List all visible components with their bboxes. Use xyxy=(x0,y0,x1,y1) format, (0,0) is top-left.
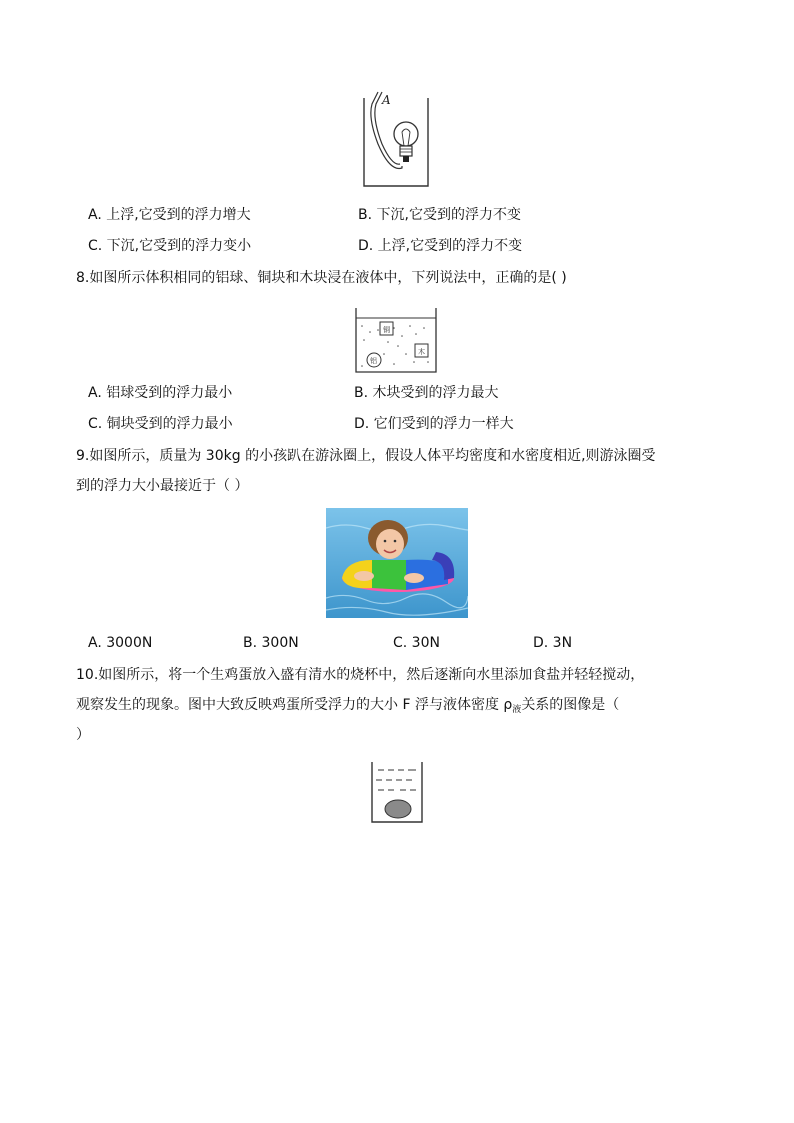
q10-stem-line1: 10.如图所示，将一个生鸡蛋放入盛有清水的烧杯中，然后逐渐向水里添加食盐并轻轻搅动， xyxy=(76,667,645,683)
q10-stem-text-b: 关系的图像是（ xyxy=(521,697,620,713)
figure-blocks-in-liquid xyxy=(354,304,438,374)
q9-stem-line1: 9.如图所示，质量为 30kg 的小孩趴在游泳圈上，假设人体平均密度和水密度相近,则游泳圈受 xyxy=(76,448,656,464)
q9-option-b[interactable]: B. 300N xyxy=(243,635,299,651)
label-copper: 铜 xyxy=(383,326,390,334)
q7-option-d[interactable]: D. 上浮,它受到的浮力不变 xyxy=(358,238,523,254)
figure-label-a: A xyxy=(382,93,391,107)
q10-stem-line3: ） xyxy=(76,727,90,743)
q9-option-a[interactable]: A. 3000N xyxy=(88,635,153,651)
q7-option-b[interactable]: B. 下沉,它受到的浮力不变 xyxy=(358,207,521,223)
figure-bulb-beaker xyxy=(360,88,432,190)
label-wood: 木 xyxy=(418,348,425,356)
q9-option-c[interactable]: C. 30N xyxy=(393,635,440,651)
photo-child-swim-ring xyxy=(326,508,468,618)
q8-option-a[interactable]: A. 铝球受到的浮力最小 xyxy=(88,385,233,401)
q10-stem-line2 xyxy=(76,695,619,720)
q9-option-d[interactable]: D. 3N xyxy=(533,635,573,651)
q7-option-a[interactable]: A. 上浮,它受到的浮力增大 xyxy=(88,207,251,223)
q8-option-c[interactable]: C. 铜块受到的浮力最小 xyxy=(88,416,233,432)
q9-stem-line2: 到的浮力大小最接近于（ ） xyxy=(76,478,249,494)
q7-option-c[interactable]: C. 下沉,它受到的浮力变小 xyxy=(88,238,252,254)
q10-stem-subscript: 液 xyxy=(512,705,522,715)
q8-option-b[interactable]: B. 木块受到的浮力最大 xyxy=(354,385,499,401)
label-aluminum: 铝 xyxy=(370,357,377,365)
q8-option-d[interactable]: D. 它们受到的浮力一样大 xyxy=(354,416,514,432)
q8-stem: 8.如图所示体积相同的铝球、铜块和木块浸在液体中，下列说法中，正确的是( ) xyxy=(76,270,567,286)
q10-stem-text-a: 观察发生的现象。图中大致反映鸡蛋所受浮力的大小 F 浮与液体密度 ρ xyxy=(76,697,513,713)
figure-egg-beaker xyxy=(370,760,426,826)
